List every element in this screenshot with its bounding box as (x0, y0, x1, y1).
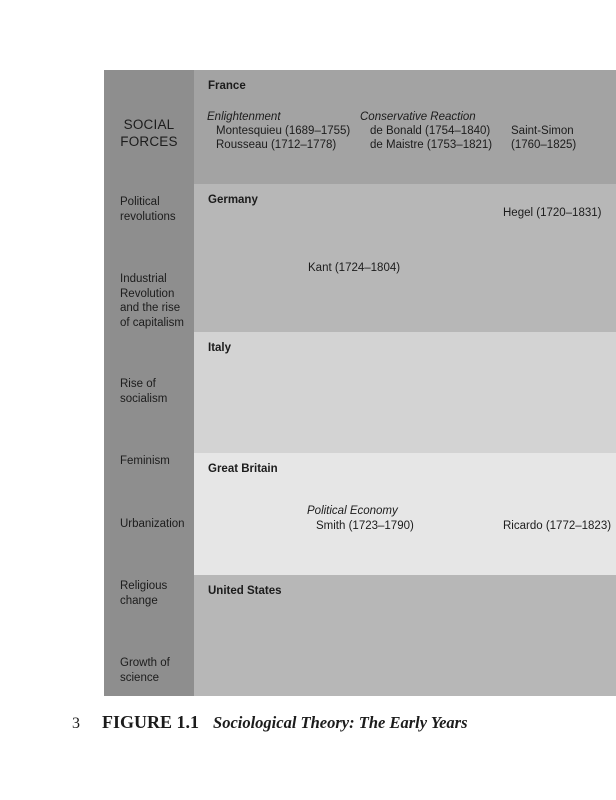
social-forces-column (104, 70, 194, 696)
forces-title-line2: FORCES (120, 134, 178, 149)
page-number: 3 (72, 715, 80, 732)
theorist-saint-simon-years: (1760–1825) (511, 139, 577, 151)
force-line: change (120, 594, 158, 607)
force-line: of capitalism (120, 316, 184, 329)
force-line: Religious (120, 580, 168, 592)
force-line: and the rise (120, 302, 181, 314)
country-label-germany: Germany (208, 194, 258, 206)
force-political-revolutions (120, 195, 194, 224)
force-growth-of-science (120, 656, 194, 685)
political-economy-label: Political Economy (307, 505, 398, 517)
theorist-kant: Kant (1724–1804) (308, 262, 401, 274)
conservative-reaction-label: Conservative Reaction (360, 111, 476, 123)
force-line: Growth of (120, 657, 170, 669)
figure-title: Sociological Theory: The Early Years (213, 713, 468, 732)
force-line: Industrial (120, 273, 167, 285)
country-label-italy: Italy (208, 342, 232, 354)
band-united-states (194, 575, 616, 696)
force-line: Feminism (120, 455, 170, 467)
figure-label: FIGURE 1.1 (102, 712, 200, 732)
theorist-de-maistre: de Maistre (1753–1821) (370, 139, 493, 151)
theorist-montesquieu: Montesquieu (1689–1755) (216, 125, 351, 137)
force-line: Rise of (120, 378, 156, 390)
force-industrial-revolution (120, 272, 194, 330)
band-germany (194, 184, 616, 332)
force-line: Revolution (120, 287, 175, 300)
force-line: socialism (120, 392, 168, 405)
band-great-britain (194, 453, 616, 575)
force-rise-of-socialism (120, 377, 194, 406)
band-italy (194, 332, 616, 453)
country-label-great-britain: Great Britain (208, 463, 278, 475)
theorist-ricardo: Ricardo (1772–1823) (503, 520, 612, 532)
enlightenment-label: Enlightenment (207, 111, 281, 123)
force-line: Urbanization (120, 518, 185, 530)
force-urbanization (120, 517, 194, 532)
band-france (194, 70, 616, 184)
theorist-smith: Smith (1723–1790) (316, 520, 414, 532)
social-forces-title (104, 116, 194, 150)
country-label-france: France (208, 80, 246, 92)
country-label-united-states: United States (208, 585, 282, 597)
forces-title-line1: SOCIAL (123, 117, 175, 132)
theorist-saint-simon: Saint-Simon (511, 125, 574, 137)
theorist-rousseau: Rousseau (1712–1778) (216, 139, 337, 151)
figure-caption (72, 712, 468, 733)
theorist-hegel: Hegel (1720–1831) (503, 207, 602, 219)
force-line: Political (120, 196, 160, 208)
force-religious-change (120, 579, 194, 608)
force-line: science (120, 671, 159, 684)
force-line: revolutions (120, 210, 176, 223)
force-feminism (120, 454, 194, 469)
theorist-de-bonald: de Bonald (1754–1840) (370, 125, 491, 137)
